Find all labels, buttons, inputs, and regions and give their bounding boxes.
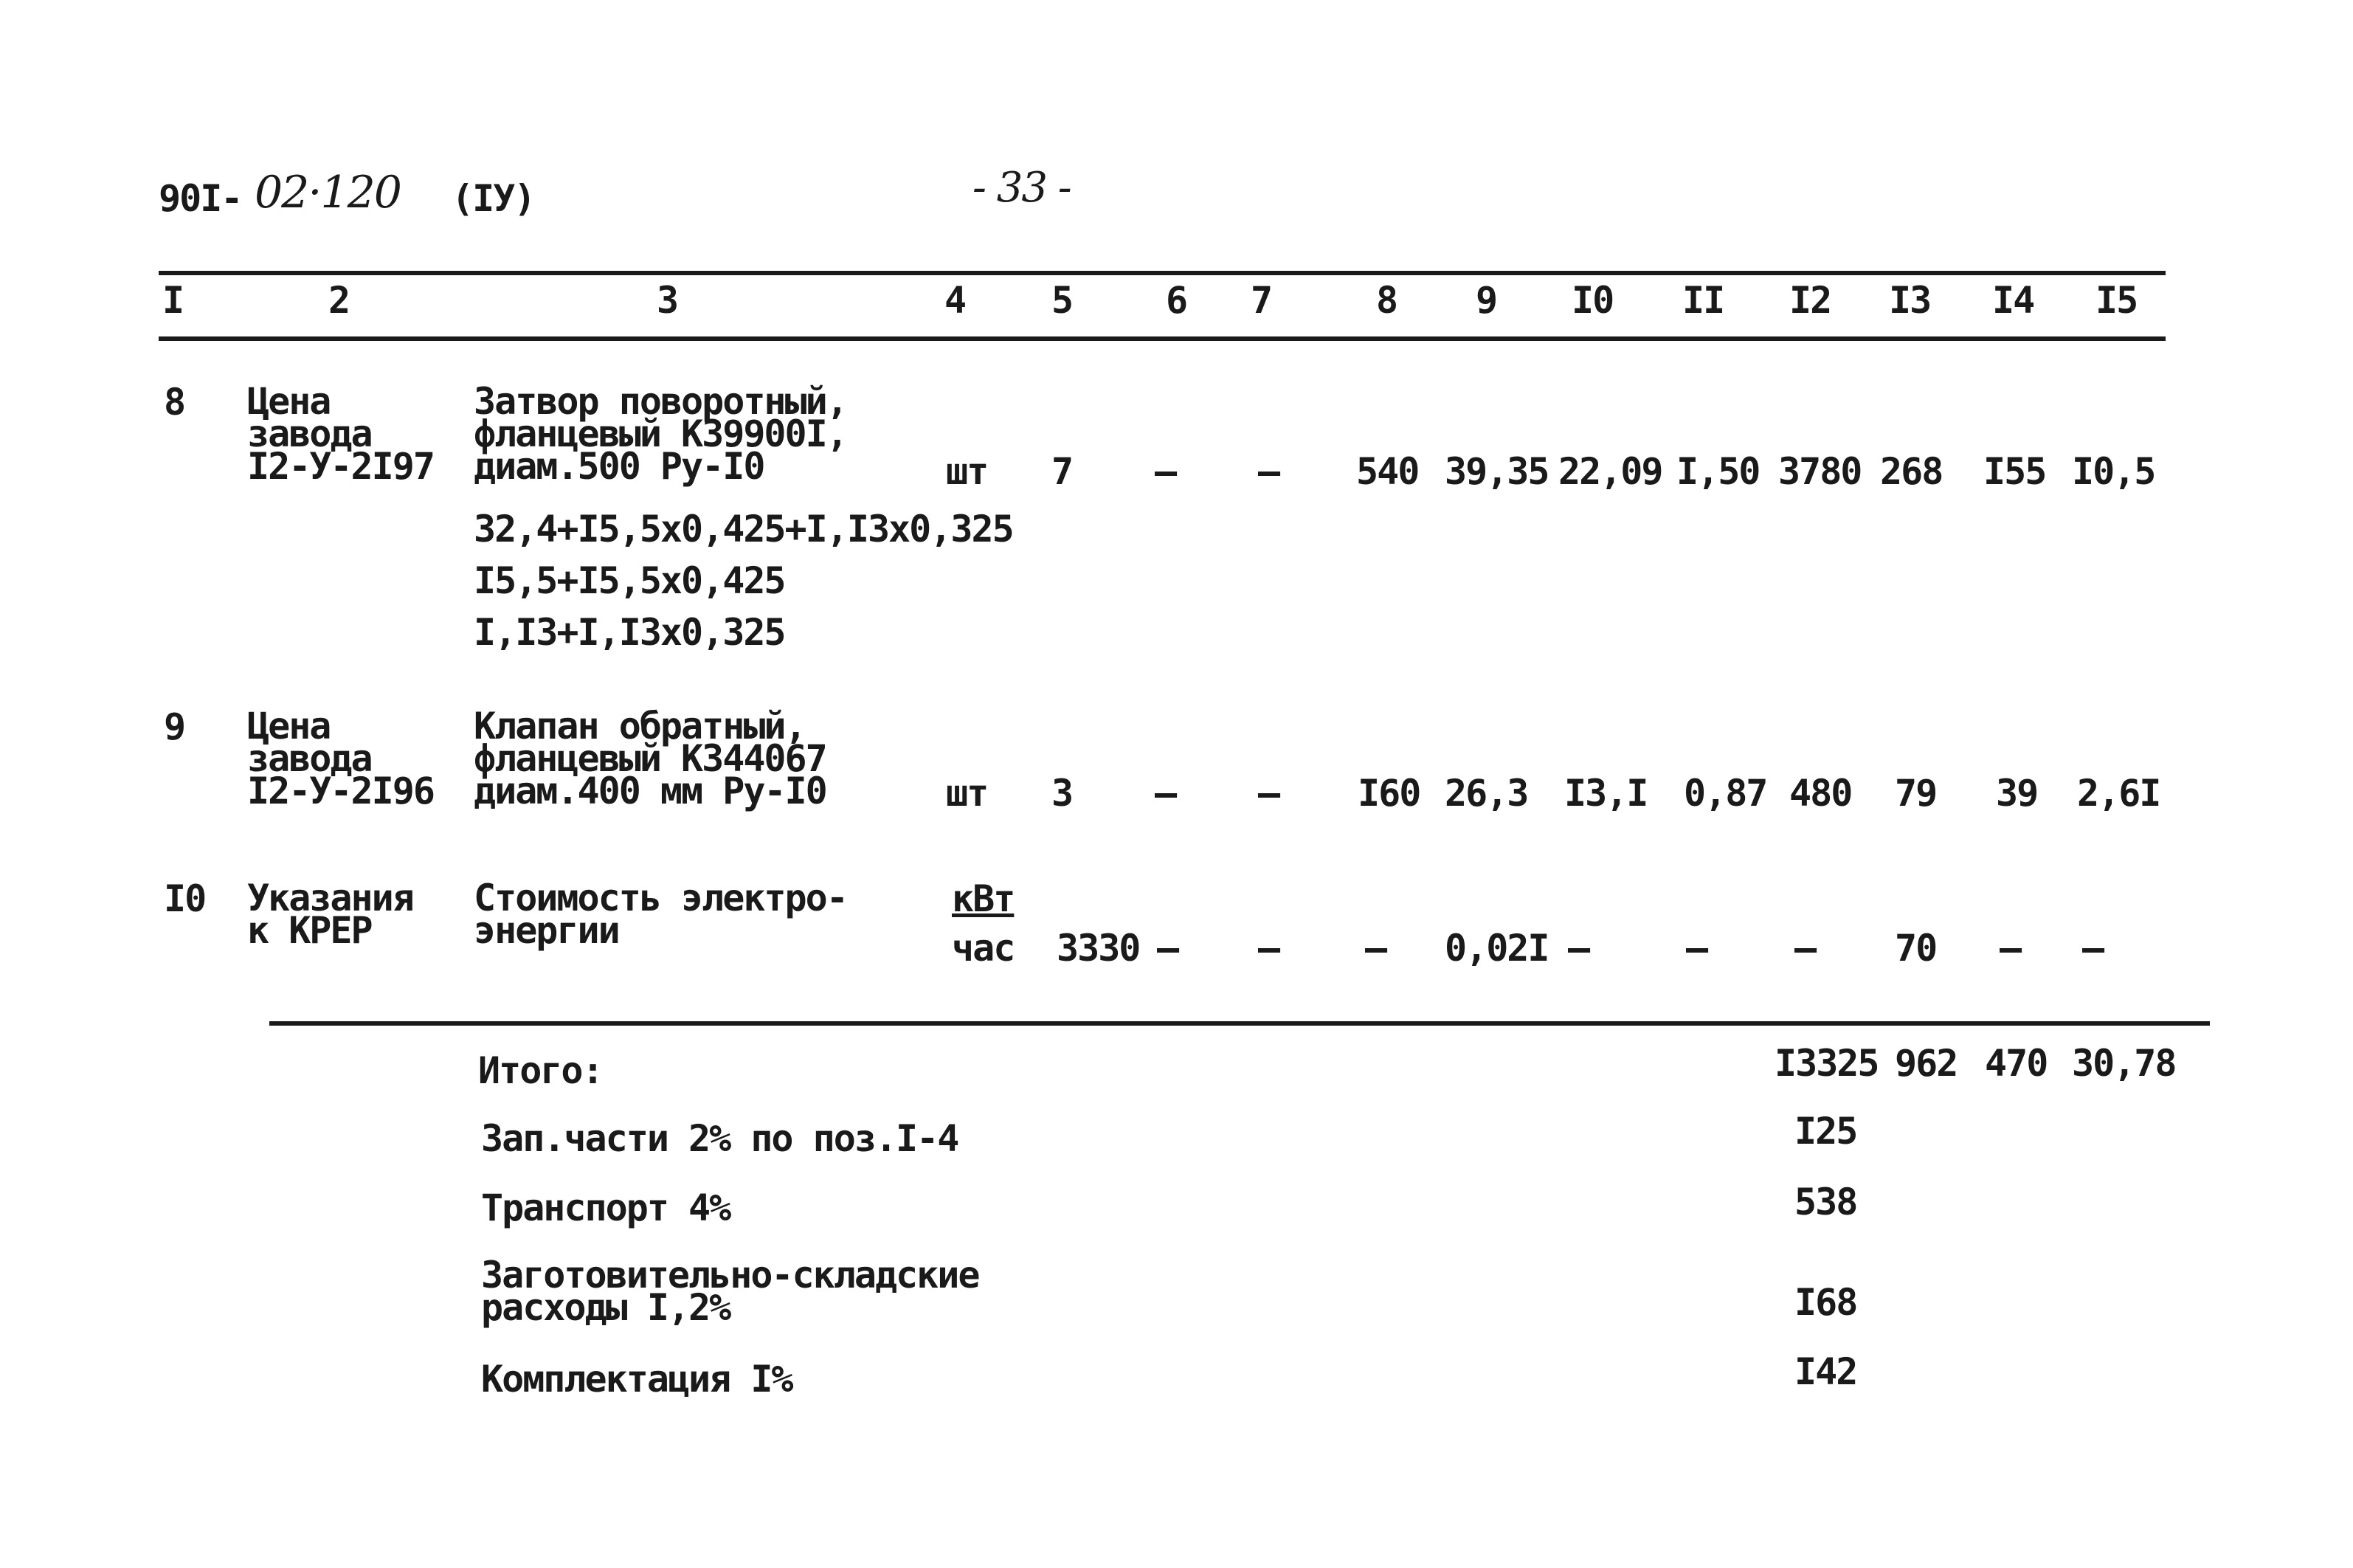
row-col10: – <box>1568 927 1589 970</box>
row-unit: шт <box>946 772 988 815</box>
row-calculation: 32,4+I5,5х0,425+I,I3х0,325 I5,5+I5,5х0,425 I,I3+I,I3х0,325 <box>474 508 1013 654</box>
row-item-name: Клапан обратный, фланцевый К344067 диам.400 мм Ру-I0 <box>474 705 826 812</box>
row-col12: 3780 <box>1778 450 1862 493</box>
column-header: 5 <box>1051 279 1073 322</box>
row-col15: 2,6I <box>2077 772 2160 815</box>
row-qty: 3330 <box>1057 927 1140 970</box>
table-header-rule <box>159 336 2166 341</box>
row-col10: I3,I <box>1564 772 1648 815</box>
row-number: 8 <box>164 381 185 424</box>
transport-label: Транспорт 4% <box>481 1187 730 1229</box>
row-col14: I55 <box>1983 450 2046 493</box>
column-header: I4 <box>1992 279 2034 322</box>
column-header: I <box>162 279 184 322</box>
total-col12: I3325 <box>1775 1042 1879 1085</box>
column-header: I0 <box>1572 279 1614 322</box>
column-header: I2 <box>1789 279 1831 322</box>
table-top-rule <box>159 271 2166 275</box>
row-item-name: Затвор поворотный, фланцевый К39900I, диам.500 Ру-I0 <box>474 380 847 488</box>
total-label: Итого: <box>478 1049 603 1092</box>
column-header: 2 <box>328 279 350 322</box>
row-col12: – <box>1794 927 1816 970</box>
row-col7: – <box>1258 927 1279 970</box>
column-header: I3 <box>1889 279 1931 322</box>
row-col12: 480 <box>1789 772 1852 815</box>
row-col9: 0,02I <box>1445 927 1549 970</box>
column-header: 6 <box>1166 279 1187 322</box>
row-col9: 26,3 <box>1445 772 1528 815</box>
row-col11: – <box>1686 927 1707 970</box>
procurement-label: Заготовительно-складские расходы I,2% <box>481 1254 979 1329</box>
row-col14: – <box>2000 927 2021 970</box>
column-header: II <box>1682 279 1724 322</box>
column-header: 9 <box>1476 279 1497 322</box>
row-col6: – <box>1155 450 1176 493</box>
procurement-value: I68 <box>1794 1281 1857 1324</box>
doc-code-suffix: (IУ) <box>452 177 535 220</box>
row-number: 9 <box>164 705 185 748</box>
total-col14: 470 <box>1985 1042 2048 1085</box>
row-col6: – <box>1157 927 1178 970</box>
transport-value: 538 <box>1794 1181 1857 1223</box>
doc-code-handwritten: 02·120 <box>255 167 401 218</box>
row-source: Цена завода I2-У-2I97 <box>247 380 434 488</box>
row-col8: – <box>1365 927 1386 970</box>
row-qty: 7 <box>1051 450 1073 493</box>
row-source: Цена завода I2-У-2I96 <box>247 705 434 812</box>
row-col7: – <box>1258 450 1279 493</box>
row-col13: 268 <box>1880 450 1943 493</box>
row-col14: 39 <box>1996 772 2038 815</box>
row-col10: 22,09 <box>1558 450 1662 493</box>
row-col7: – <box>1258 772 1279 815</box>
total-col15: 30,78 <box>2072 1042 2176 1085</box>
column-header: 7 <box>1251 279 1272 322</box>
column-header: I5 <box>2095 279 2138 322</box>
row-number: I0 <box>164 877 206 920</box>
column-header: 4 <box>944 279 966 322</box>
row-unit: шт <box>946 450 988 493</box>
completion-value: I42 <box>1794 1350 1857 1393</box>
row-col15: – <box>2082 927 2104 970</box>
total-col13: 962 <box>1895 1042 1958 1085</box>
spare-parts-label: Зап.части 2% по поз.I-4 <box>481 1117 958 1160</box>
row-col13: 79 <box>1895 772 1937 815</box>
column-header: 3 <box>657 279 678 322</box>
totals-rule <box>269 1021 2210 1026</box>
row-col9: 39,35 <box>1445 450 1549 493</box>
row-unit-denominator: час <box>952 927 1015 970</box>
row-col11: I,50 <box>1676 450 1760 493</box>
row-col8: I60 <box>1358 772 1420 815</box>
row-col13: 70 <box>1895 927 1937 970</box>
row-item-name: Стоимость электро- энергии <box>474 877 847 952</box>
row-col15: I0,5 <box>2072 450 2155 493</box>
doc-code-prefix: 90I- <box>159 177 242 220</box>
spare-parts-value: I25 <box>1794 1110 1857 1153</box>
page-number: - 33 - <box>972 164 1071 212</box>
row-unit-numerator: кВт <box>952 877 1015 920</box>
row-qty: 3 <box>1051 772 1073 815</box>
row-source: Указания к КРЕР <box>247 877 413 952</box>
row-col11: 0,87 <box>1684 772 1767 815</box>
row-col8: 540 <box>1356 450 1419 493</box>
row-col6: – <box>1155 772 1176 815</box>
column-header: 8 <box>1376 279 1397 322</box>
completion-label: Комплектация I% <box>481 1358 792 1401</box>
